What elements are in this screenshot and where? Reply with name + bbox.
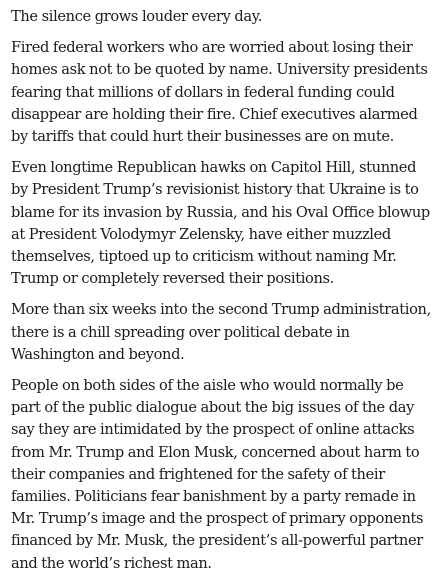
paragraph-1: The silence grows louder every day. [11,8,263,25]
paragraph-2: Fired federal workers who are worried about losing their homes ask not to be quoted by name. University presidents fearing that millions of dollars in federal funding could disappear are holding their fire. Chief executives alarmed by tariffs that could hurt their businesses are on mute. [11,39,428,146]
paragraph-4: More than six weeks into the second Trump administration, there is a chill spreading over political debate in Washington and beyond. [11,301,431,363]
paragraph-5: People on both sides of the aisle who would normally be part of the public dialogue about the big issues of the day say they are intimidated by the prospect of online attacks from Mr. Trump and Elon Musk, concerned about harm to their companies and frightened for the safety of their families. Politicians fear banishment by a party remade in Mr. Trump’s image and the prospect of primary opponents financed by Mr. Musk, the president’s all-powerful partner and the world’s richest man. [11,377,424,572]
paragraph-3: Even longtime Republican hawks on Capitol Hill, stunned by President Trump’s revisionist history that Ukraine is to blame for its invasion by Russia, and his Oval Office blowup at President Volodymyr Zelensky, have either muzzled themselves, tiptoed up to criticism without naming Mr. Trump or completely reversed their positions. [11,159,430,288]
